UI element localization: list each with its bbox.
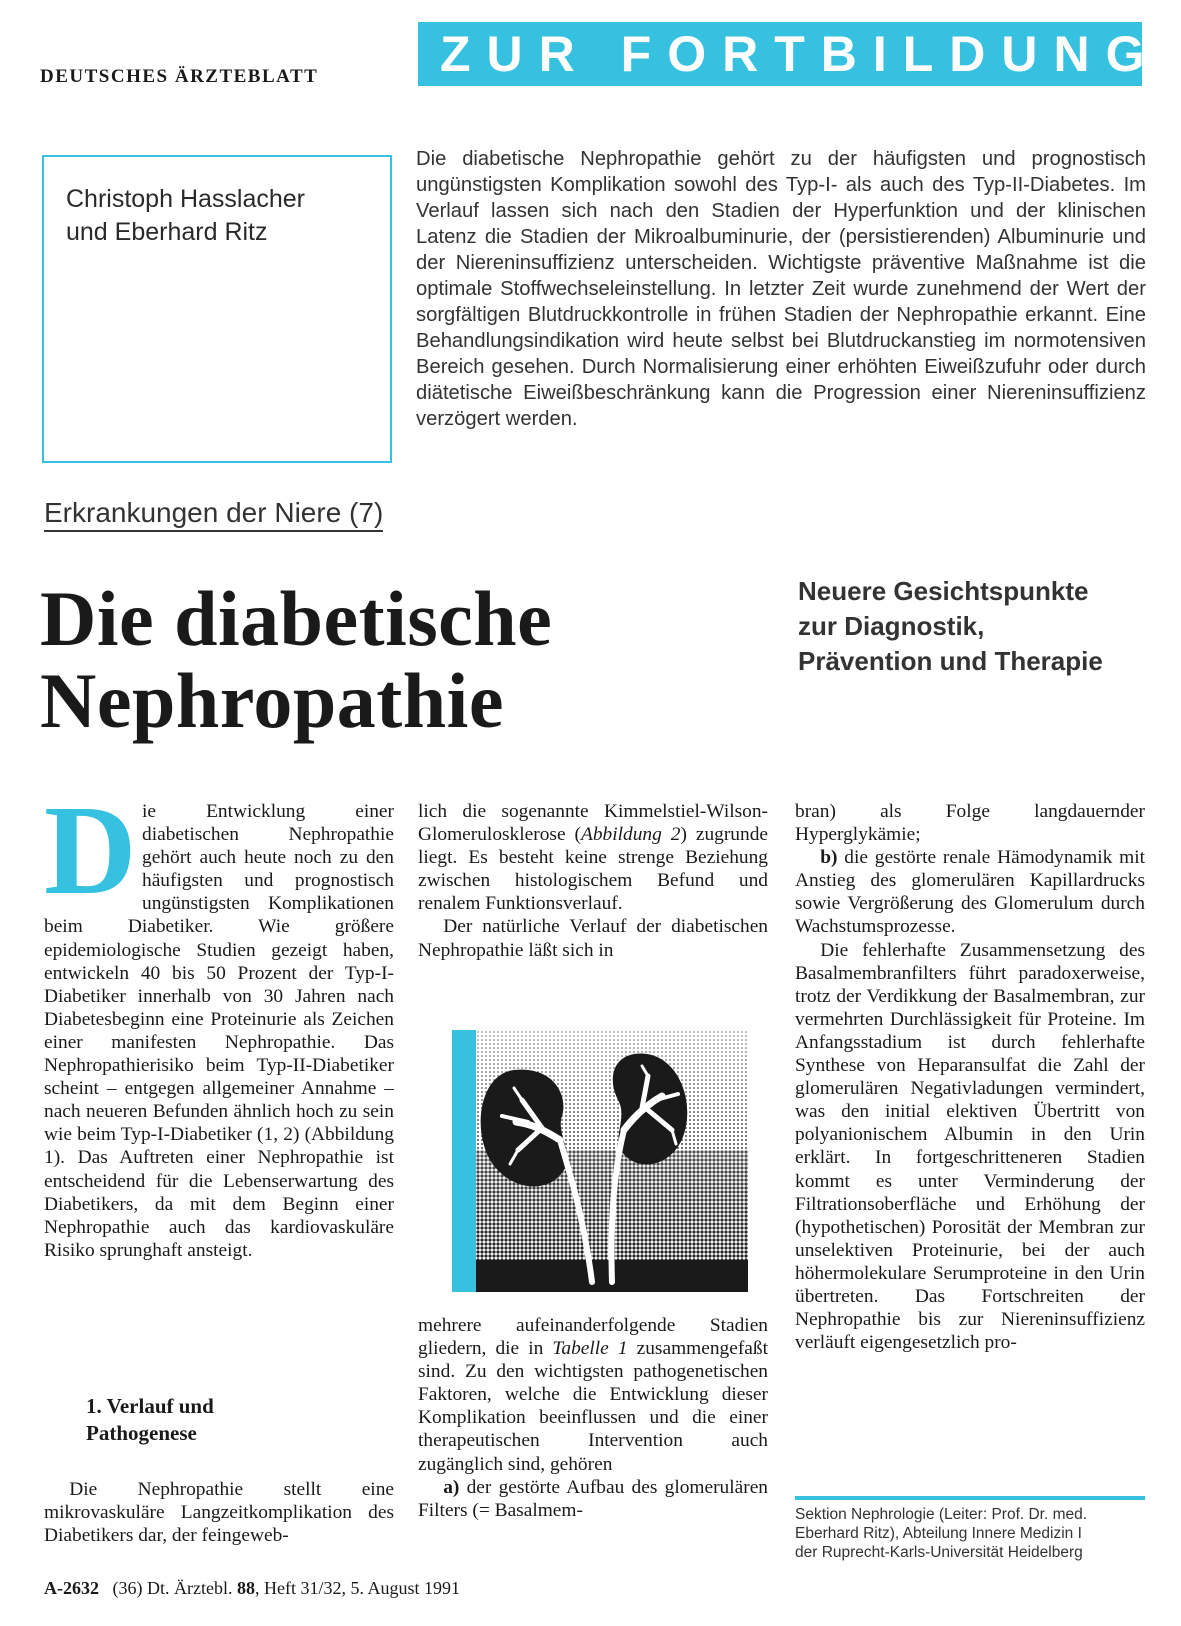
section-heading — [86, 1393, 214, 1447]
paragraph-factor-a: a) der gestörte Aufbau des glomerulären Filters (= Basalmem- — [418, 1476, 768, 1521]
paragraph-glomerulosklerose: lich die sogenannte Kimmelstiel-Wilson-Glomerulosklerose (Abbildung 2) zugrunde liegt. Es besteht keine strenge Beziehung zwischen histologischem Befund und renalem Funktionsverlauf. — [418, 801, 769, 915]
subtitle-line-1: Neuere Gesichtspunkte — [798, 576, 1089, 606]
page-footer — [44, 1578, 460, 1599]
paragraph-factor-b: b) die gestörte renale Hämodynamik mit Anstieg des glomerulären Kapillardrucks sowie Vergrößerung des Glomerulum durch Wachstumsprozesse. — [795, 847, 1145, 938]
section-banner — [418, 22, 1161, 86]
series-label: Erkrankungen der Niere (7) — [44, 497, 383, 532]
title-line-1: Die diabetische — [40, 575, 553, 662]
body-column-3 — [795, 800, 1145, 1354]
footnote-line-2: Eberhard Ritz), Abteilung Innere Medizin I — [795, 1525, 1082, 1542]
subtitle-line-2: zur Diagnostik, — [798, 611, 985, 641]
body-column-1 — [44, 779, 394, 1262]
page-number: A-2632 — [44, 1578, 99, 1598]
author-line-2: und Eberhard Ritz — [66, 218, 268, 246]
footer-citation-b: , Heft 31/32, 5. August 1991 — [254, 1578, 460, 1598]
footnote-divider — [795, 1496, 1145, 1500]
kidneys-illustration-icon — [452, 1030, 748, 1292]
subtitle-line-3: Prävention und Therapie — [798, 646, 1103, 676]
masthead: DEUTSCHES ÄRZTEBLATT — [40, 66, 319, 87]
paragraph-section-1: Die Nephropathie stellt eine mikrovaskuläre Langzeitkomplikation des Diabetikers dar, der feingeweb- — [44, 1479, 394, 1547]
paragraph-natural-course: Der natürliche Verlauf der diabetischen Nephropathie läßt sich in — [418, 916, 768, 961]
banner-text: ZUR FORTBILDUNG — [440, 26, 1161, 82]
abstract: Die diabetische Nephropathie gehört zu der häufigsten und prognostisch ungünstigsten Komplikation sowohl des Typ-I- als auch des Typ-II-Diabetes. Im Verlauf lassen sich nach den Stadien der Hyperfunktion und der klinischen Latenz die Stadien der Mikroalbuminurie, der (persistierenden) Albuminurie und der Niereninsuffizienz unterscheiden. Wichtigste präventive Maßnahme ist die optimale Stoffwechseleinstellung. In letzter Zeit wurde zunehmend der Wert der sorgfältigen Blutdruckkontrolle in frühen Stadien der Nephropathie erkannt. Eine Behandlungsindikation wird heute selbst bei Blutdruckanstieg im normotensiven Bereich gesehen. Durch Normalisierung einer erhöhten Eiweißzufuhr oder durch diätetische Eiweißbeschränkung kann die Progression einer Niereninsuffizienz verzögert werden. — [416, 148, 1146, 430]
footer-volume: 88 — [236, 1578, 255, 1598]
title-line-2: Nephropathie — [40, 657, 504, 744]
article-subtitle — [798, 574, 1103, 679]
footnote-line-3: der Ruprecht-Karls-Universität Heidelberg — [795, 1544, 1083, 1561]
author-box — [42, 155, 392, 463]
paragraph-intro: ie Entwicklung einer diabetischen Nephropathie gehört auch heute noch zu den häufigsten und prognostisch ungünstigsten Komplikationen beim Diabetiker. Wie größere epidemiologische Studien gezeigt haben, entwickeln 40 bis 50 Prozent der Typ-I-Diabetiker innerhalb von 30 Jahren nach Diabetesbeginn eine Proteinurie als Zeichen einer manifesten Nephropathie. Das Nephropathierisiko beim Typ-II-Diabetiker scheint – entgegen allgemeiner Annahme – nach neueren Befunden ähnlich hoch zu sein wie beim Typ-I-Diabetiker (1, 2) (Abbildung 1). Das Auftreten einer Nephropathie ist entscheidend für die Lebenserwartung des Diabetikers, da mit dem Beginn einer Nephropathie auch das kardiovaskuläre Risiko sprunghaft ansteigt. — [44, 801, 394, 1261]
author-line-1: Christoph Hasslacher — [66, 185, 305, 213]
paragraph-hyperglykaemie: bran) als Folge langdauernder Hyperglykämie; — [795, 801, 1145, 846]
body-column-1-bottom — [44, 1478, 394, 1547]
footnote-line-1: Sektion Nephrologie (Leiter: Prof. Dr. med. — [795, 1506, 1088, 1523]
author-names — [66, 183, 305, 249]
dropcap-wrap — [44, 779, 137, 921]
body-column-2-bottom — [418, 1314, 768, 1522]
affiliation-footnote — [795, 1505, 1145, 1562]
section-heading-line-1: 1. Verlauf und — [86, 1394, 214, 1418]
section-heading-line-2: Pathogenese — [86, 1421, 197, 1445]
dropcap: D — [44, 779, 137, 921]
paragraph-stages: mehrere aufeinanderfolgende Stadien gliedern, die in Tabelle 1 zusammengefaßt sind. Zu den wichtigsten pathogenetischen Faktoren, welche die Entwicklung dieser Komplikation beeinflussen und die einer therapeutischen Intervention auch zugänglich sind, gehören — [418, 1315, 768, 1475]
paragraph-basalmembran: Die fehlerhafte Zusammensetzung des Basalmembranfilters führt paradoxerweise, trotz der Verdikkung der Basalmembran, zur vermehrten Durchlässigkeit für Proteine. Im Anfangsstadium ist durch fehlerhafte Synthese von Heparansulfat die Zahl der glomerulären Negativladungen vermindert, was den initial elektiven Übertritt von polyanionischem Albumin in den Urin erklärt. In fortgeschritteneren Stadien kommt es unter Verminderung der Filtrationsoberfläche und Erhöhung der (hypothetischen) Porosität der Membran zur unselektiven Proteinurie, bei der auch höhermolekulare Serumproteine in den Urin übertreten. Das Fortschreiten der Nephropathie bis zur Niereninsuffizienz verläuft eigengesetzlich pro- — [795, 939, 1145, 1354]
footer-citation-a: (36) Dt. Ärztebl. — [112, 1578, 237, 1598]
body-column-2-top — [418, 800, 768, 962]
article-title — [40, 575, 553, 744]
